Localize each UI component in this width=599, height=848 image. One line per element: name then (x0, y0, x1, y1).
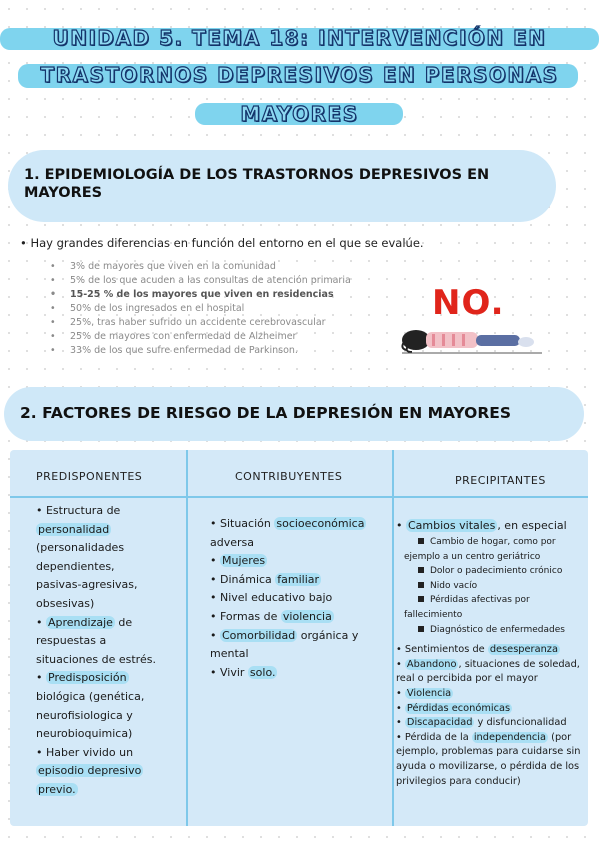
text-line: • Vivir solo. (210, 665, 276, 679)
section2-heading: 2. FACTORES DE RIESGO DE LA DEPRESIÓN EN MAYORES (20, 404, 512, 422)
highlight: Comorbilidad (222, 628, 296, 642)
highlight: Predisposición (48, 671, 127, 685)
highlight: independencia (473, 731, 547, 743)
text-line (36, 781, 181, 800)
text-line: ejemplo a un centro geriátrico (404, 551, 541, 562)
lying-person-illustration (398, 322, 546, 356)
highlight: solo. (249, 665, 276, 679)
text-line: • Pérdidas económicas (396, 702, 511, 714)
highlight: Cambios vitales (408, 519, 496, 532)
text-line: • Discapacidad y disfuncionalidad (396, 717, 567, 729)
square-bullet-icon (418, 626, 424, 632)
text-line: • Aprendizaje de (36, 615, 133, 629)
text-line: adversa (210, 535, 254, 549)
stat-item: • 25%, tras haber sufrido un accidente cerebrovascular (50, 316, 351, 330)
text-line: situaciones de estrés. (36, 652, 156, 666)
text-line: • Violencia (396, 687, 452, 699)
section1-heading-line-1: 1. EPIDEMIOLOGÍA DE LOS TRASTORNOS DEPRESIVOS EN (24, 167, 490, 183)
text-line: • Dinámica familiar (210, 572, 320, 586)
text-line: ayuda o movilizarse, o pérdida de los (396, 760, 580, 772)
text-line: pasivas-agresivas, (36, 578, 138, 592)
text-line: mental (210, 647, 249, 661)
text-line: ejemplo, problemas para cuidarse sin (396, 746, 581, 758)
section1-heading-line-2: MAYORES (24, 185, 103, 202)
page-title-line-3: MAYORES (240, 102, 359, 126)
text-line: dependientes, (36, 559, 115, 573)
text-line (36, 762, 181, 781)
text-line: respuestas a (36, 634, 107, 648)
text-line: Dolor o padecimiento crónico (396, 564, 588, 579)
highlight: Aprendizaje (48, 615, 113, 629)
highlight: Pérdidas económicas (406, 702, 511, 714)
text-line: obsesivas) (36, 596, 95, 610)
highlight: episodio depresivo (38, 764, 142, 778)
text-line: Cambio de hogar, como por (396, 535, 588, 550)
text-line (36, 521, 181, 540)
column-header-precipitantes: PRECIPITANTES (455, 474, 546, 487)
highlight: Violencia (406, 687, 452, 699)
text-line: Pérdidas afectivas por (396, 593, 588, 608)
epidemiology-list (50, 260, 351, 358)
header-divider (10, 496, 588, 498)
text-line: • Mujeres (210, 554, 266, 568)
stat-item: • 3% de mayores que viven en la comunidad (50, 260, 351, 274)
stat-item: • 50% de los ingresados en el hospital (50, 302, 351, 316)
highlight: familiar (277, 572, 320, 586)
highlight: previo. (38, 782, 76, 796)
square-bullet-icon (418, 582, 424, 588)
stat-item: • 5% de los que acuden a las consultas de atención primaria (50, 274, 351, 288)
stat-item: • 15-25 % de los mayores que viven en residencias (50, 288, 351, 302)
text-line: • Sentimientos de desesperanza (396, 644, 558, 656)
section1-heading (24, 166, 489, 202)
column-divider (392, 450, 394, 826)
page-title-line-1: UNIDAD 5. TEMA 18: INTERVENCIÓN EN (52, 26, 547, 50)
text-line: Nido vacío (396, 579, 588, 594)
section1-intro: • Hay grandes diferencias en función del entorno en el que se evalúe. (20, 236, 424, 250)
contribuyentes-content (210, 515, 388, 682)
no-illustration-text: NO. (432, 283, 505, 323)
page-title-line-2: TRASTORNOS DEPRESIVOS EN PERSONAS (40, 63, 559, 87)
predisponentes-content (36, 502, 181, 800)
square-bullet-icon (418, 538, 424, 544)
precipitantes-content (396, 517, 588, 789)
text-line: • Comorbilidad orgánica y (210, 628, 359, 642)
square-bullet-icon (418, 567, 424, 573)
column-divider (186, 450, 188, 826)
text-line: • Formas de violencia (210, 609, 332, 623)
highlight: Mujeres (222, 554, 266, 568)
highlight: Discapacidad (406, 717, 473, 729)
highlight: personalidad (38, 522, 110, 536)
text-line: Diagnóstico de enfermedades (396, 623, 588, 638)
highlight: violencia (282, 609, 332, 623)
stat-item: • 25% de mayores con enfermedad de Alzheimer (50, 330, 351, 344)
text-line: (personalidades (36, 541, 125, 555)
text-line: • Abandono , situaciones de soledad, (396, 658, 580, 670)
text-line: neurofisiologica y (36, 708, 133, 722)
stat-item: • 33% de los que sufre enfermedad de Parkinson. (50, 344, 351, 358)
text-line: • Nivel educativo bajo (210, 591, 333, 605)
text-line: • Pérdida de la independencia (por (396, 731, 572, 743)
text-line: • Cambios vitales , en especial (396, 519, 567, 532)
column-header-predisponentes: PREDISPONENTES (36, 470, 143, 483)
highlight: socioeconómica (276, 517, 365, 530)
text-line: neurobioquimica) (36, 727, 133, 741)
text-line: • Predisposición (36, 671, 127, 685)
highlight: Abandono (406, 658, 457, 670)
text-line: fallecimiento (404, 609, 463, 620)
text-line: • Estructura de (36, 504, 121, 517)
column-header-contribuyentes: CONTRIBUYENTES (235, 470, 343, 483)
text-line: privilegios para conducir) (396, 775, 521, 787)
highlight: desesperanza (489, 644, 558, 656)
text-line: • Situación socioeconómica (210, 517, 365, 530)
text-line: biológica (genética, (36, 689, 145, 703)
square-bullet-icon (418, 596, 424, 602)
text-line: real o percibida por el mayor (396, 673, 538, 685)
text-line: • Haber vivido un (36, 745, 134, 759)
